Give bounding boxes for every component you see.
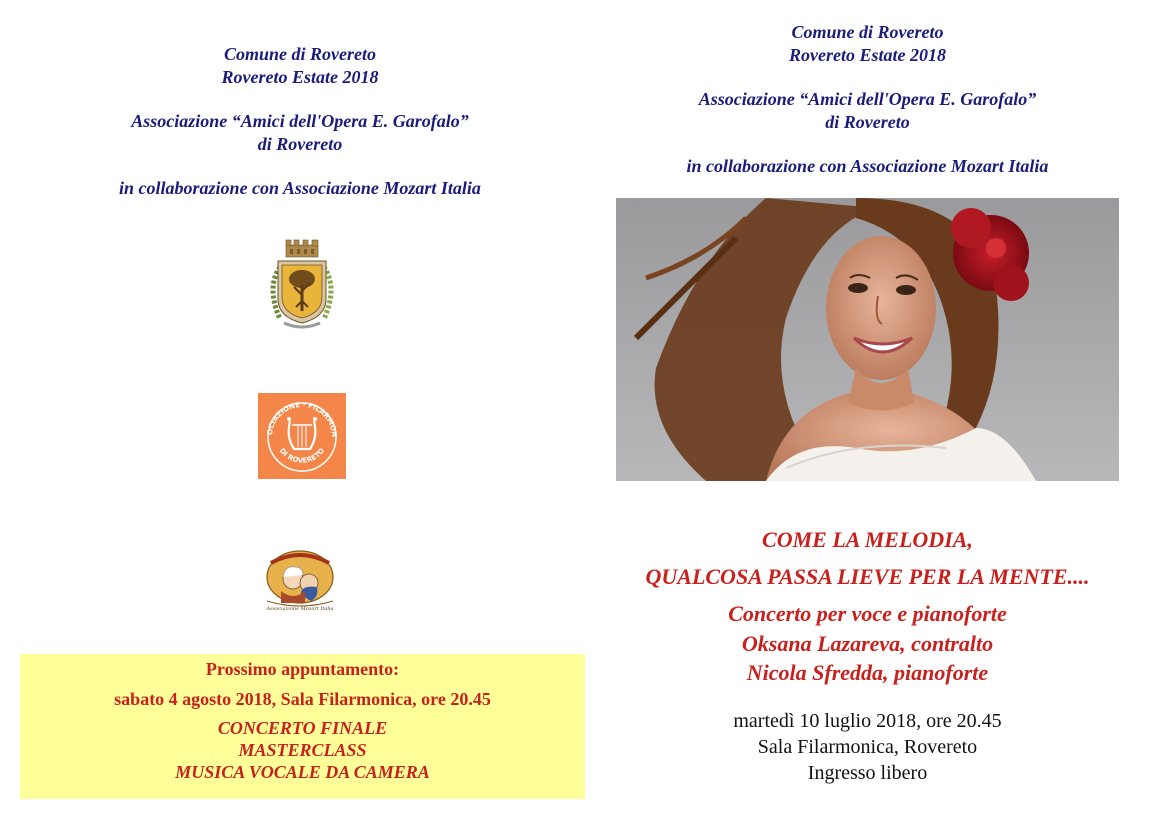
performers	[600, 629, 1135, 687]
right-header	[615, 21, 1120, 178]
right-header-line5: in collaborazione con Associazione Mozart Italia	[686, 156, 1049, 176]
singer-photo	[616, 198, 1119, 481]
next-event-label: Prossimo appuntamento:	[205, 659, 400, 679]
concert-title	[600, 521, 1135, 632]
left-header-line5: in collaborazione con Associazione Mozart Italia	[119, 178, 481, 198]
left-header-line1: Comune di Rovereto	[224, 44, 376, 64]
next-event-date: sabato 4 agosto 2018, Sala Filarmonica, ore 20.45	[114, 689, 491, 709]
next-event-title-line2: MASTERCLASS	[238, 740, 367, 760]
right-header-line3: Associazione “Amici dell'Opera E. Garofalo”	[698, 89, 1037, 109]
performer-contralto: Oksana Lazareva, contralto	[741, 631, 994, 656]
concert-subtitle: Concerto per voce e pianoforte	[728, 601, 1007, 626]
left-header-line4: di Rovereto	[257, 133, 343, 154]
event-admission: Ingresso libero	[807, 762, 928, 784]
mozart-logo-text: Associazione Mozart Italia	[266, 606, 334, 612]
left-header-line2: Rovereto Estate 2018	[221, 66, 379, 87]
right-header-line1: Comune di Rovereto	[791, 22, 944, 42]
event-venue: Sala Filarmonica, Rovereto	[757, 736, 978, 758]
right-header-line4: di Rovereto	[825, 111, 910, 132]
filarmonica-logo	[258, 393, 346, 479]
lyre-icon	[258, 393, 346, 479]
filarmonica-text-bottom: DI ROVERETO	[277, 446, 327, 465]
next-event-box	[20, 654, 585, 799]
filarmonica-text-top: OCIAZIONE · FILARMON	[265, 400, 339, 438]
left-header-line3: Associazione “Amici dell'Opera E. Garofalo”	[131, 111, 469, 131]
next-event-title-line1: CONCERTO FINALE	[217, 718, 388, 738]
left-header	[60, 43, 540, 200]
concert-title-line2: QUALCOSA PASSA LIEVE PER LA MENTE....	[645, 564, 1090, 589]
performer-pianoforte: Nicola Sfredda, pianoforte	[746, 660, 989, 685]
next-event-title-line3: MUSICA VOCALE DA CAMERA	[175, 762, 430, 782]
rovereto-coat-of-arms-icon	[258, 237, 346, 335]
right-header-line2: Rovereto Estate 2018	[789, 44, 946, 65]
event-datetime: martedì 10 luglio 2018, ore 20.45	[733, 710, 1002, 732]
mozart-italia-logo	[257, 545, 343, 613]
event-details	[600, 708, 1135, 786]
concert-title-line1: COME LA MELODIA,	[762, 527, 973, 552]
